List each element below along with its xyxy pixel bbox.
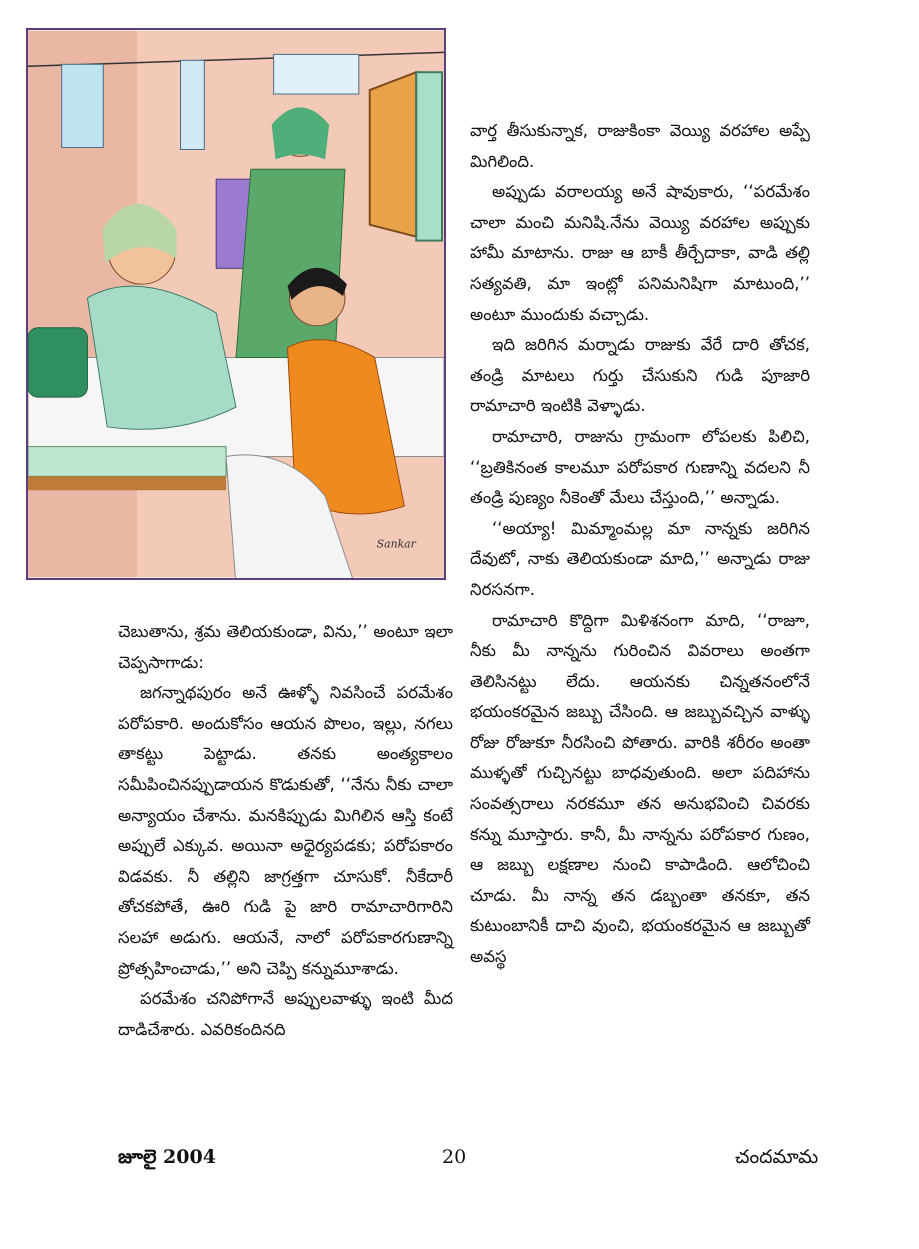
- window-panel: [416, 72, 442, 240]
- issue-date: జూలై 2004: [118, 1146, 216, 1168]
- artist-signature: Sankar: [376, 537, 416, 551]
- window-shutter-left: [370, 72, 417, 236]
- mother-saree: [236, 169, 345, 357]
- paragraph: ‘‘అయ్యా! మిమ్మాంమల్ల మా నాన్నకు జరిగిన దేవుటో, నాకు తెలియకుండా మాది,’’ అన్నాడు రాజు నిరసనగా.: [470, 518, 810, 599]
- hanging-towel-middle: [181, 60, 205, 149]
- page-number: 20: [442, 1146, 467, 1168]
- paragraph: ఇది జరిగిన మర్నాడు రాజుకు వేరే దారి తోచక, తండ్రి మాటలు గుర్తు చేసుకుని గుడి పూజారి రామాచారి ఇంటికి వెళ్ళాడు.: [470, 335, 810, 416]
- bed-frame: [28, 476, 226, 490]
- paragraph: చెబుతాను, శ్రమ తెలియకుండా, విను,’’ అంటూ ఇలా చెప్పసాగాడు:: [118, 622, 453, 672]
- paragraph: రామాచారి, రాజును గ్రామంగా లోపలకు పిలిచి, ‘‘బ్రతికినంత కాలమూ పరోపకార గుణాన్ని వదలని నీ తండ్రి పుణ్యం నీకెంతో మేలు చేస్తుంది,’’ అన్నాడు.: [470, 426, 810, 508]
- story-illustration: [26, 28, 446, 580]
- hanging-towel-left: [62, 64, 104, 147]
- paragraph: రామాచారి కొద్దిగా మిళిశనంగా మాది, ‘‘రాజూ, నీకు మీ నాన్నను గురించిన వివరాలు అంతగా తెలిసినట్టు లేదు. ఆయనకు చిన్నతనంలోనే భయంకరమైన జబ్బు చేసింది. ఆ జబ్బువచ్చిన వాళ్ళు రోజు రోజుకూ నీరసించి పోతారు. వారికి శరీరం అంతా ముళ్ళతో గుచ్చినట్టు బాధవుతుంది. అలా పదిహాను సంవత్సరాలు నరకమూ తన అనుభవించి చివరకు కన్ను మూస్తారు. కానీ, మీ నాన్నను పరోపకార గుణం, ఆ జబ్బు లక్షణాల నుంచి కాపాడింది. ఆలోచించి చూడు. మీ నాన్న తన డబ్బంతా తనకూ, తన కుటుంబానికీ దాచి వుంచి, భయంకరమైన ఆ జబ్బుతో అవస్థ: [470, 610, 810, 967]
- hanging-cloth-right: [274, 54, 359, 94]
- magazine-name: చందమామ: [735, 1146, 819, 1168]
- illustration-drawing: [28, 30, 444, 578]
- paragraph: జగన్నాథపురం అనే ఊళ్ళో నివసించే పరమేశం పరోపకారి. అందుకోసం ఆయన పొలం, ఇల్లు, నగలు తాకట్టు పెట్టాడు. తనకు అంత్యకాలం సమీపించినప్పుడాయన కొడుకుతో, ‘‘నేను నీకు చాలా అన్యాయం చేశాను. మనకిప్పుడు మిగిలిన ఆస్తి కంటే అప్పులే ఎక్కువ. అయినా అధైర్యపడకు; పరోపకారం విడవకు. నీ తల్లిని జాగ్రత్తగా చూసుకో. నీకేదారీ తోచకపోతే, ఊరి గుడి పై జారి రామాచారిగారిని సలహా అడుగు. ఆయనే, నాలో పరోపకారగుణాన్ని ప్రోత్సహించాడు,’’ అని చెప్పి కన్నుమూశాడు.: [118, 683, 453, 978]
- pillow: [28, 328, 87, 397]
- bed-mattress-edge: [28, 447, 226, 477]
- paragraph: అప్పుడు వరాలయ్య అనే షావుకారు, ‘‘పరమేశం చాలా మంచి మనిషి.నేను వెయ్యి వరహాల అప్పుకు హామీ మాటాను. రాజు ఆ బాకీ తీర్చేదాకా, వాడి తల్లి సత్యవతి, మా ఇంట్లో పనిమనిషిగా మాటుంది,’’ అంటూ ముందుకు వచ్చాడు.: [470, 182, 810, 324]
- paragraph: పరమేశం చనిపోగానే అప్పులవాళ్ళు ఇంటి మీద దాడిచేశారు. ఎవరికందినది: [118, 989, 453, 1039]
- left-text-column: [118, 617, 453, 1045]
- right-text-column: [470, 116, 810, 973]
- paragraph: వార్త తీసుకున్నాక, రాజుకింకా వెయ్యి వరహాల అప్పే మిగిలింది.: [470, 121, 810, 171]
